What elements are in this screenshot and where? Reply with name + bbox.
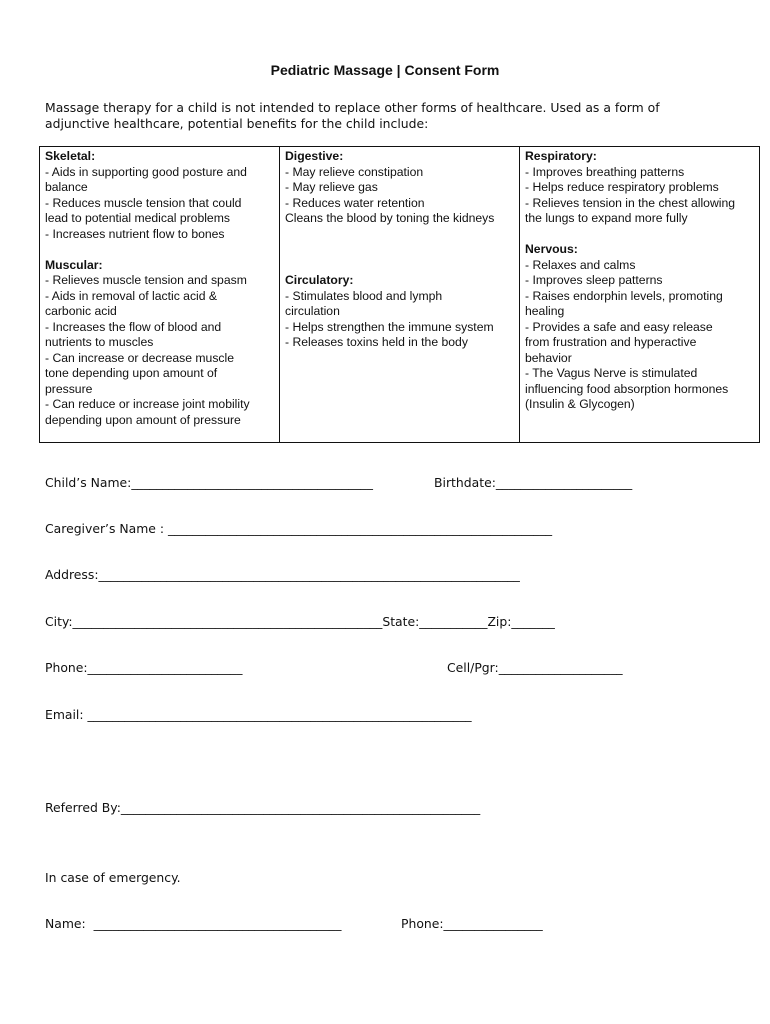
muscular-heading: Muscular:: [45, 257, 103, 272]
circulatory-line: circulation: [285, 304, 340, 318]
nervous-line: - Improves sleep patterns: [525, 273, 663, 287]
muscular-line: - Can reduce or increase joint mobility: [45, 397, 250, 411]
skeletal-heading: Skeletal:: [45, 149, 96, 163]
respiratory-line: - Improves breathing patterns: [525, 164, 685, 179]
caregiver-name-field[interactable]: Caregiver’s Name : ______________________________________________________________: [45, 521, 553, 536]
child-name-field[interactable]: Child’s Name:_______________________________________: [45, 475, 373, 490]
nervous-line: - Provides a safe and easy release: [525, 319, 713, 334]
skeletal-line: - Aids in supporting good posture and: [45, 164, 247, 179]
muscular-line: - Aids in removal of lactic acid &: [45, 288, 218, 303]
digestive-line: - May relieve constipation: [285, 164, 424, 179]
birthdate-field[interactable]: Birthdate:______________________: [434, 475, 633, 490]
emergency-phone-field[interactable]: Phone:________________: [401, 916, 543, 931]
nervous-line: influencing food absorption hormones: [525, 381, 729, 396]
muscular-line: - Can increase or decrease muscle: [45, 350, 234, 365]
digestive-heading: Digestive:: [285, 149, 344, 163]
muscular-line: - Relieves muscle tension and spasm: [45, 273, 247, 287]
nervous-line: - Raises endorphin levels, promoting: [525, 288, 723, 303]
skeletal-line: lead to potential medical problems: [45, 211, 230, 225]
benefits-table: [39, 146, 760, 443]
phone-field[interactable]: Phone:_________________________: [45, 660, 243, 675]
benefits-column-1: [40, 147, 280, 443]
nervous-heading: Nervous:: [525, 242, 578, 256]
nervous-line: behavior: [525, 350, 572, 365]
circulatory-line: - Releases toxins held in the body: [285, 335, 468, 349]
intro-line-1: Massage therapy for a child is not intended to replace other forms of healthcare. Used as a form of: [45, 100, 660, 115]
email-field[interactable]: Email: ______________________________________________________________: [45, 707, 472, 722]
nervous-line: from frustration and hyperactive: [525, 335, 697, 349]
circulatory-line: - Stimulates blood and lymph: [285, 288, 443, 303]
nervous-line: - The Vagus Nerve is stimulated: [525, 366, 698, 380]
nervous-line: healing: [525, 304, 565, 318]
intro-line-2: adjunctive healthcare, potential benefits for the child include:: [45, 116, 429, 131]
digestive-line: Cleans the blood by toning the kidneys: [285, 211, 495, 225]
muscular-line: - Increases the flow of blood and: [45, 319, 222, 334]
respiratory-heading: Respiratory:: [525, 149, 597, 163]
nervous-line: - Relaxes and calms: [525, 257, 636, 272]
circulatory-line: - Helps strengthen the immune system: [285, 319, 494, 334]
skeletal-line: - Increases nutrient flow to bones: [45, 226, 225, 241]
muscular-line: depending upon amount of pressure: [45, 412, 241, 427]
skeletal-line: balance: [45, 180, 88, 194]
muscular-line: nutrients to muscles: [45, 335, 154, 349]
skeletal-line: - Reduces muscle tension that could: [45, 195, 242, 210]
respiratory-line: - Relieves tension in the chest allowing: [525, 195, 736, 210]
muscular-line: tone depending upon amount of: [45, 366, 218, 380]
referred-by-field[interactable]: Referred By:__________________________________________________________: [45, 800, 481, 815]
digestive-line: - May relieve gas: [285, 180, 378, 194]
intro-paragraph: [45, 100, 735, 132]
city-state-zip-field[interactable]: City:__________________________________________________State:___________Zip:_______: [45, 614, 555, 629]
digestive-line: - Reduces water retention: [285, 195, 425, 210]
emergency-heading: In case of emergency.: [45, 870, 181, 885]
form-title: Pediatric Massage | Consent Form: [270, 62, 500, 78]
emergency-name-field[interactable]: Name: ________________________________________: [45, 916, 342, 931]
benefits-column-3: [520, 147, 760, 443]
muscular-line: pressure: [45, 381, 93, 396]
circulatory-heading: Circulatory:: [285, 273, 354, 287]
cell-pager-field[interactable]: Cell/Pgr:____________________: [447, 660, 623, 675]
respiratory-line: - Helps reduce respiratory problems: [525, 180, 719, 194]
address-field[interactable]: Address:____________________________________________________________________: [45, 567, 520, 582]
nervous-line: (Insulin & Glycogen): [525, 397, 635, 411]
benefits-column-2: [280, 147, 520, 443]
muscular-line: carbonic acid: [45, 304, 117, 318]
respiratory-line: the lungs to expand more fully: [525, 211, 688, 225]
